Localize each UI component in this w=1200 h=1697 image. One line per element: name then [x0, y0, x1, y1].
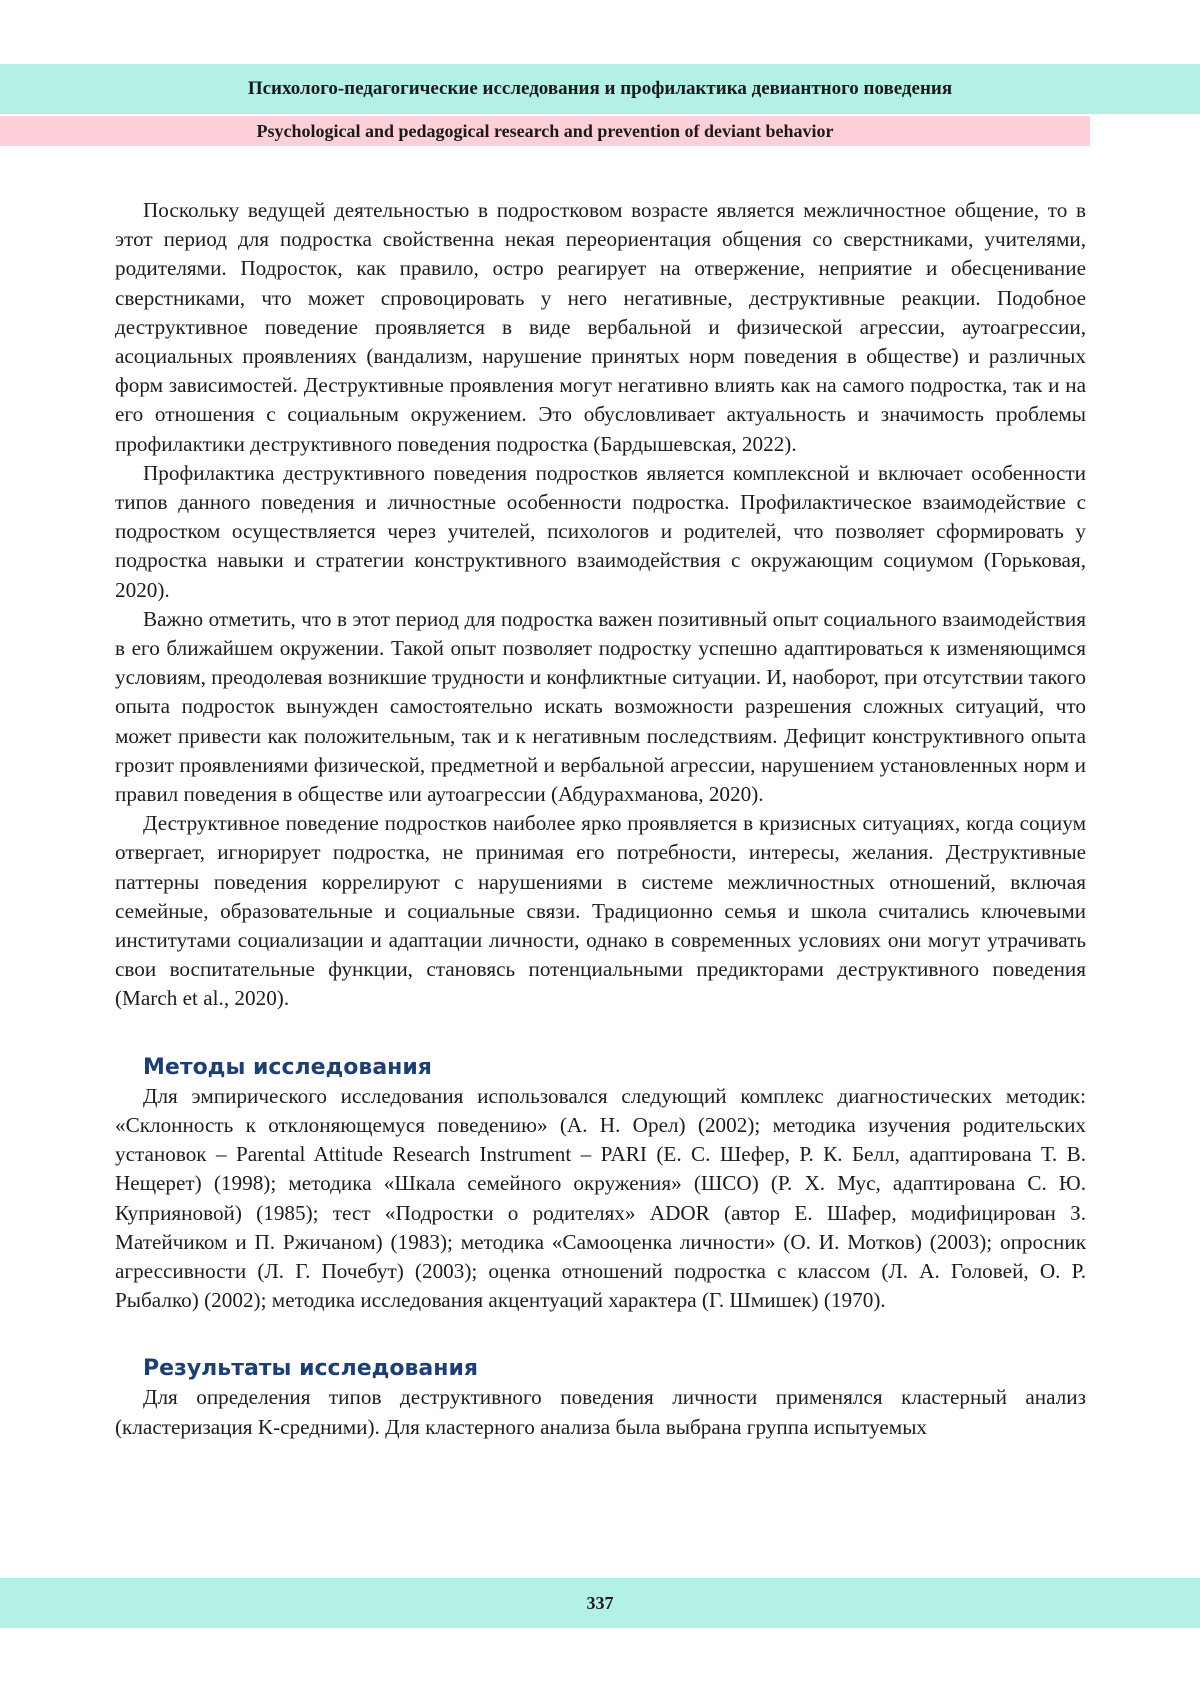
page-footer — [0, 1578, 1200, 1628]
results-paragraph: Для определения типов деструктивного поведения личности применялся кластерный анализ (кластеризация K-средними). Для кластерного анализа была выбрана группа испытуемых — [115, 1385, 1086, 1439]
body-paragraph: Важно отметить, что в этот период для подростка важен позитивный опыт социального взаимодействия в его ближайшем окружении. Такой опыт позволяет подростку успешно адаптироваться к изменяющимся условиям, преодолевая возникшие трудности и конфликтные ситуации. И, наоборот, при отсутствии такого опыта подросток вынужден самостоятельно искать возможности разрешения сложных ситуаций, что может привести как положительным, так и к негативным последствиям. Дефицит конструктивного опыта грозит проявлениями физической, предметной и вербальной агрессии, нарушением установленных норм и правил поведения в обществе или аутоагрессии (Абдурахманова, 2020). — [115, 606, 1086, 807]
methods-paragraph: Для эмпирического исследования использовался следующий комплекс диагностических методик: «Склонность к отклоняющемуся поведению» (А. Н. Орел) (2002); методика изучения родительских установок – Parental Attitude Research Instrument – PARI (Е. С. Шефер, Р. К. Белл, адаптирована Т. В. Нещерет) (1998); методика «Шкала семейного окружения» (ШСО) (Р. Х. Мус, адаптирована С. Ю. Куприяновой) (1985); тест «Подростки о родителях» ADOR (автор Е. Шафер, модифицирован З. Матейчиком и П. Ржичаном) (1983); методика «Самооценка личности» (О. И. Мотков) (2003); опросник агрессивности (Л. Г. Почебут) (2003); оценка отношений подростка с классом (Л. А. Головей, О. Р. Рыбалко) (2002); методика исследования акцентуаций характера (Г. Шмишек) (1970). — [115, 1083, 1086, 1313]
body-paragraph: Деструктивное поведение подростков наиболее ярко проявляется в кризисных ситуациях, когда социум отвергает, игнорирует подростка, не принимая его потребности, интересы, желания. Деструктивные паттерны поведения коррелируют с нарушениями в системе межличностных отношений, включая семейные, образовательные и социальные связи. Традиционно семья и школа считались ключевыми институтами социализации и адаптации личности, однако в современных условиях они могут утрачивать свои воспитательные функции, становясь потенциальными предикторами деструктивного поведения (March et al., 2020). — [115, 811, 1086, 1011]
body-paragraph: Профилактика деструктивного поведения подростков является комплексной и включает особенности типов данного поведения и личностные особенности подростка. Профилактическое взаимодействие с подростком осуществляется через учителей, психологов и родителей, что позволяет сформировать у подростка навыки и стратегии конструктивного взаимодействия с окружающим социумом (Горьковая, 2020). — [115, 460, 1086, 602]
running-header-ru — [0, 64, 1200, 114]
article-body — [115, 196, 1086, 1442]
body-paragraph: Поскольку ведущей деятельностью в подростковом возрасте является межличностное общение, то в этот период для подростка свойственна некая переориентация общения со сверстниками, учителями, родителями. Подросток, как правило, остро реагирует на отвержение, неприятие и обесценивание сверстниками, что может спровоцировать у него негативные, деструктивные реакции. Подобное деструктивное поведение проявляется в виде вербальной и физической агрессии, аутоагрессии, асоциальных проявлениях (вандализм, нарушение принятых норм поведения в обществе) и различных форм зависимостей. Деструктивные проявления могут негативно влиять как на самого подростка, так и на его отношения с социальным окружением. Это обусловливает актуальность и значимость проблемы профилактики деструктивного поведения подростка (Бардышевская, 2022). — [115, 198, 1086, 456]
results-heading: Результаты исследования — [143, 1356, 479, 1382]
running-header-en-text: Psychological and pedagogical research and prevention of deviant behavior — [256, 120, 834, 141]
page-number: 337 — [586, 1592, 614, 1613]
running-header-ru-text: Психолого-педагогические исследования и профилактика девиантного поведения — [247, 78, 953, 99]
running-header-en — [0, 116, 1090, 146]
methods-heading: Методы исследования — [143, 1054, 432, 1080]
